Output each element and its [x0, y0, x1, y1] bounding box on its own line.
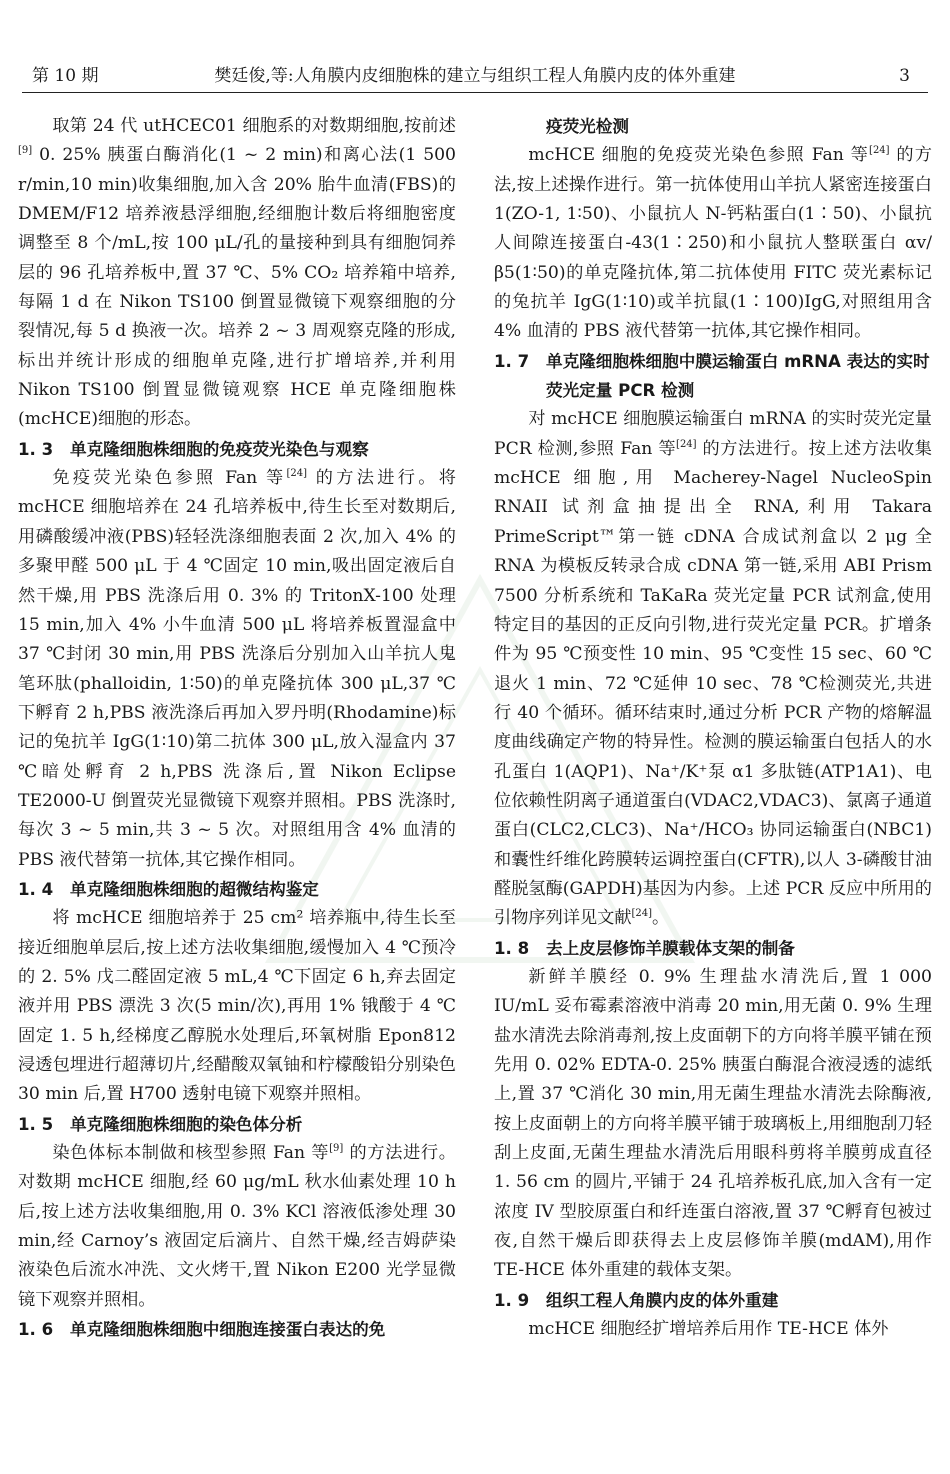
section-number: 1. 4: [18, 879, 54, 899]
section-heading-1-4: [18, 875, 456, 904]
running-title: 樊廷俊,等:人角膜内皮细胞株的建立与组织工程人角膜内皮的体外重建: [214, 66, 736, 86]
citation-marker: [9]: [329, 1143, 344, 1155]
right-column: [494, 112, 932, 1344]
paragraph-1-3: 免疫荧光染色参照 Fan 等[24] 的方法进行。将 mcHCE 细胞培养在 24 孔培养板中,待生长至对数期后,用磷酸缓冲液(PBS)轻轻洗涤细胞表面 2 次,加入 4% 的多聚甲醛 500 μL 于 4 ℃固定 10 min,吸出固定液后自然干燥,用 PBS 洗涤后用 0. 3% 的 TritonX-100 处理 15 min,加入 4% 小牛血清 500 μL 将培养板置湿盒中 37 ℃封闭 30 min,用 PBS 洗涤后分别加入山羊抗人鬼笔环肽(phalloidin, 1∶50)的单克隆抗体 300 μL,37 ℃下孵育 2 h,PBS 液洗涤后再加入罗丹明(Rhodamine)标记的兔抗羊 IgG(1∶10)第二抗体 300 μL,放入湿盒内 37 ℃暗处孵育 2 h,PBS 洗涤后,置 Nikon Eclipse TE2000-U 倒置荧光显微镜下观察并照相。PBS 洗涤时,每次 3 ~ 5 min,共 3 ~ 5 次。对照组用含 4% 血清的 PBS 液代替第一抗体,其它操作相同。: [18, 468, 456, 870]
section-heading-1-6-cont: 疫荧光检测: [546, 117, 629, 136]
citation-marker: [24]: [286, 468, 308, 480]
section-title: 单克隆细胞株细胞中膜运输蛋白 mRNA 表达的实时荧光定量 PCR 检测: [546, 351, 930, 401]
paragraph-1-2-cont: 取第 24 代 utHCEC01 细胞系的对数期细胞,按前述[9] 0. 25% 胰蛋白酶消化(1 ~ 2 min)和离心法(1 500 r/min,10 min)收集细胞,加入含 20% 胎牛血清(FBS)的 DMEM/F12 培养液悬浮细胞,经细胞计数后将细胞密度调整至 8 个/mL,按 100 μL/孔的量接种到具有细胞饲养层的 96 孔培养板中,置 37 ℃、5% CO₂ 培养箱中培养,每隔 1 d 在 Nikon TS100 倒置显微镜下观察细胞的分裂情况,每 5 d 换液一次。培养 2 ~ 3 周观察克隆的形成,标出并统计形成的细胞单克隆,进行扩增培养,并利用 Nikon TS100 倒置显微镜观察 HCE 单克隆细胞株(mcHCE)细胞的形态。: [18, 116, 456, 430]
section-title: 组织工程人角膜内皮的体外重建: [546, 1290, 779, 1310]
section-number: 1. 3: [18, 439, 54, 459]
section-number: 1. 6: [18, 1320, 54, 1340]
paragraph-1-5: 染色体标本制做和核型参照 Fan 等[9] 的方法进行。对数期 mcHCE 细胞,经 60 μg/mL 秋水仙素处理 10 h 后,按上述方法收集细胞,用 0. 3% KCl 溶液低渗处理 30 min,经 Carnoy’s 液固定后滴片、自然干燥,经吉姆萨染液染色后流水冲洗、文火烤干,置 Nikon E200 光学显微镜下观察并照相。: [18, 1143, 456, 1310]
paragraph-1-7: 对 mcHCE 细胞膜运输蛋白 mRNA 的实时荧光定量 PCR 检测,参照 Fan 等[24] 的方法进行。按上述方法收集 mcHCE 细胞,用 Macherey-Nagel NucleoSpin RNAII 试剂盒抽提出全 RNA,利用 Takara PrimeScript™第一链 cDNA 合成试剂盒以 2 μg 全 RNA 为模板反转录合成 cDNA 第一链,采用 ABI Prism 7500 分析系统和 TaKaRa 荧光定量 PCR 试剂盒,使用特定目的基因的正反向引物,进行荧光定量 PCR。扩增条件为 95 ℃预变性 10 min、95 ℃变性 15 sec、60 ℃退火 1 min、72 ℃延伸 10 sec、78 ℃检测荧光,共进行 40 个循环。循环结束时,通过分析 PCR 产物的熔解温度曲线确定产物的特异性。检测的膜运输蛋白包括人的水孔蛋白 1(AQP1)、Na⁺/K⁺泵 α1 多肽链(ATP1A1)、电位依赖性阴离子通道蛋白(VDAC2,VDAC3)、氯离子通道蛋白(CLC2,CLC3)、Na⁺/HCO₃ 协同运输蛋白(NBC1)和囊性纤维化跨膜转运调控蛋白(CFTR),以人 3-磷酸甘油醛脱氢酶(GAPDH)基因为内参。上述 PCR 反应中所用的引物序列详见文献[24]。: [494, 409, 932, 929]
section-heading-1-3: [18, 435, 456, 464]
section-heading-1-7: [494, 347, 932, 406]
section-title: 单克隆细胞株细胞的免疫荧光染色与观察: [70, 439, 369, 459]
section-heading-1-8: [494, 934, 932, 963]
left-column: [18, 112, 456, 1344]
section-title: 单克隆细胞株细胞的染色体分析: [70, 1114, 303, 1134]
section-heading-1-9: [494, 1286, 932, 1315]
section-number: 1. 5: [18, 1114, 54, 1134]
citation-marker: [24]: [676, 438, 697, 450]
section-number: 1. 9: [494, 1290, 530, 1310]
running-header: [22, 56, 928, 93]
section-number: 1. 8: [494, 938, 530, 958]
paragraph-1-8: 新鲜羊膜经 0. 9% 生理盐水清洗后,置 1 000 IU/mL 妥布霉素溶液中消毒 20 min,用无菌 0. 9% 生理盐水清洗去除消毒剂,按上皮面朝下的方向将羊膜平铺在预先用 0. 02% EDTA-0. 25% 胰蛋白酶混合液浸透的滤纸上,置 37 ℃消化 30 min,用无菌生理盐水清洗去除酶液,按上皮面朝上的方向将羊膜平铺于玻璃板上,用细胞刮刀轻刮上皮面,无菌生理盐水清洗后用眼科剪将羊膜剪成直径 1. 56 cm 的圆片,平铺于 24 孔培养板孔底,加入含有一定浓度 IV 型胶原蛋白和纤连蛋白溶液,置 37 ℃孵育包被过夜,自然干燥后即获得去上皮层修饰羊膜(mdAM),用作 TE-HCE 体外重建的载体支架。: [494, 966, 932, 1281]
page-number: 3: [899, 66, 910, 86]
paragraph-1-6: mcHCE 细胞的免疫荧光染色参照 Fan 等[24] 的方法,按上述操作进行。第一抗体使用山羊抗人紧密连接蛋白 1(ZO-1, 1∶50)、小鼠抗人 N-钙粘蛋白(1∶50)、小鼠抗人间隙连接蛋白-43(1∶250)和小鼠抗人整联蛋白 αv/β5(1∶50)的单克隆抗体,第二抗体使用 FITC 荧光素标记的兔抗羊 IgG(1∶10)或羊抗鼠(1∶100)IgG,对照组用含 4% 血清的 PBS 液代替第一抗体,其它操作相同。: [494, 145, 932, 342]
section-number: 1. 7: [494, 351, 530, 371]
citation-marker: [24]: [631, 908, 653, 920]
section-title: 单克隆细胞株细胞的超微结构鉴定: [70, 879, 319, 899]
section-title: 去上皮层修饰羊膜载体支架的制备: [546, 938, 795, 958]
paragraph-1-4: 将 mcHCE 细胞培养于 25 cm² 培养瓶中,待生长至接近细胞单层后,按上述方法收集细胞,缓慢加入 4 ℃预冷的 2. 5% 戊二醛固定液 5 mL,4 ℃下固定 6 h,弃去固定液并用 PBS 漂洗 3 次(5 min/次),再用 1% 锇酸于 4 ℃固定 1. 5 h,经梯度乙醇脱水处理后,环氧树脂 Epon812 浸透包埋进行超薄切片,经醋酸双氧铀和柠檬酸铅分别染色 30 min 后,置 H700 透射电镜下观察并照相。: [18, 908, 456, 1105]
paragraph-1-9: mcHCE 细胞经扩增培养后用作 TE-HCE 体外: [528, 1319, 889, 1340]
section-heading-1-6: [18, 1315, 456, 1344]
citation-marker: [9]: [18, 145, 33, 157]
issue-number: 第 10 期: [32, 66, 99, 86]
section-title: 单克隆细胞株细胞中细胞连接蛋白表达的免: [70, 1320, 386, 1340]
citation-marker: [24]: [869, 145, 890, 157]
section-heading-1-5: [18, 1110, 456, 1139]
